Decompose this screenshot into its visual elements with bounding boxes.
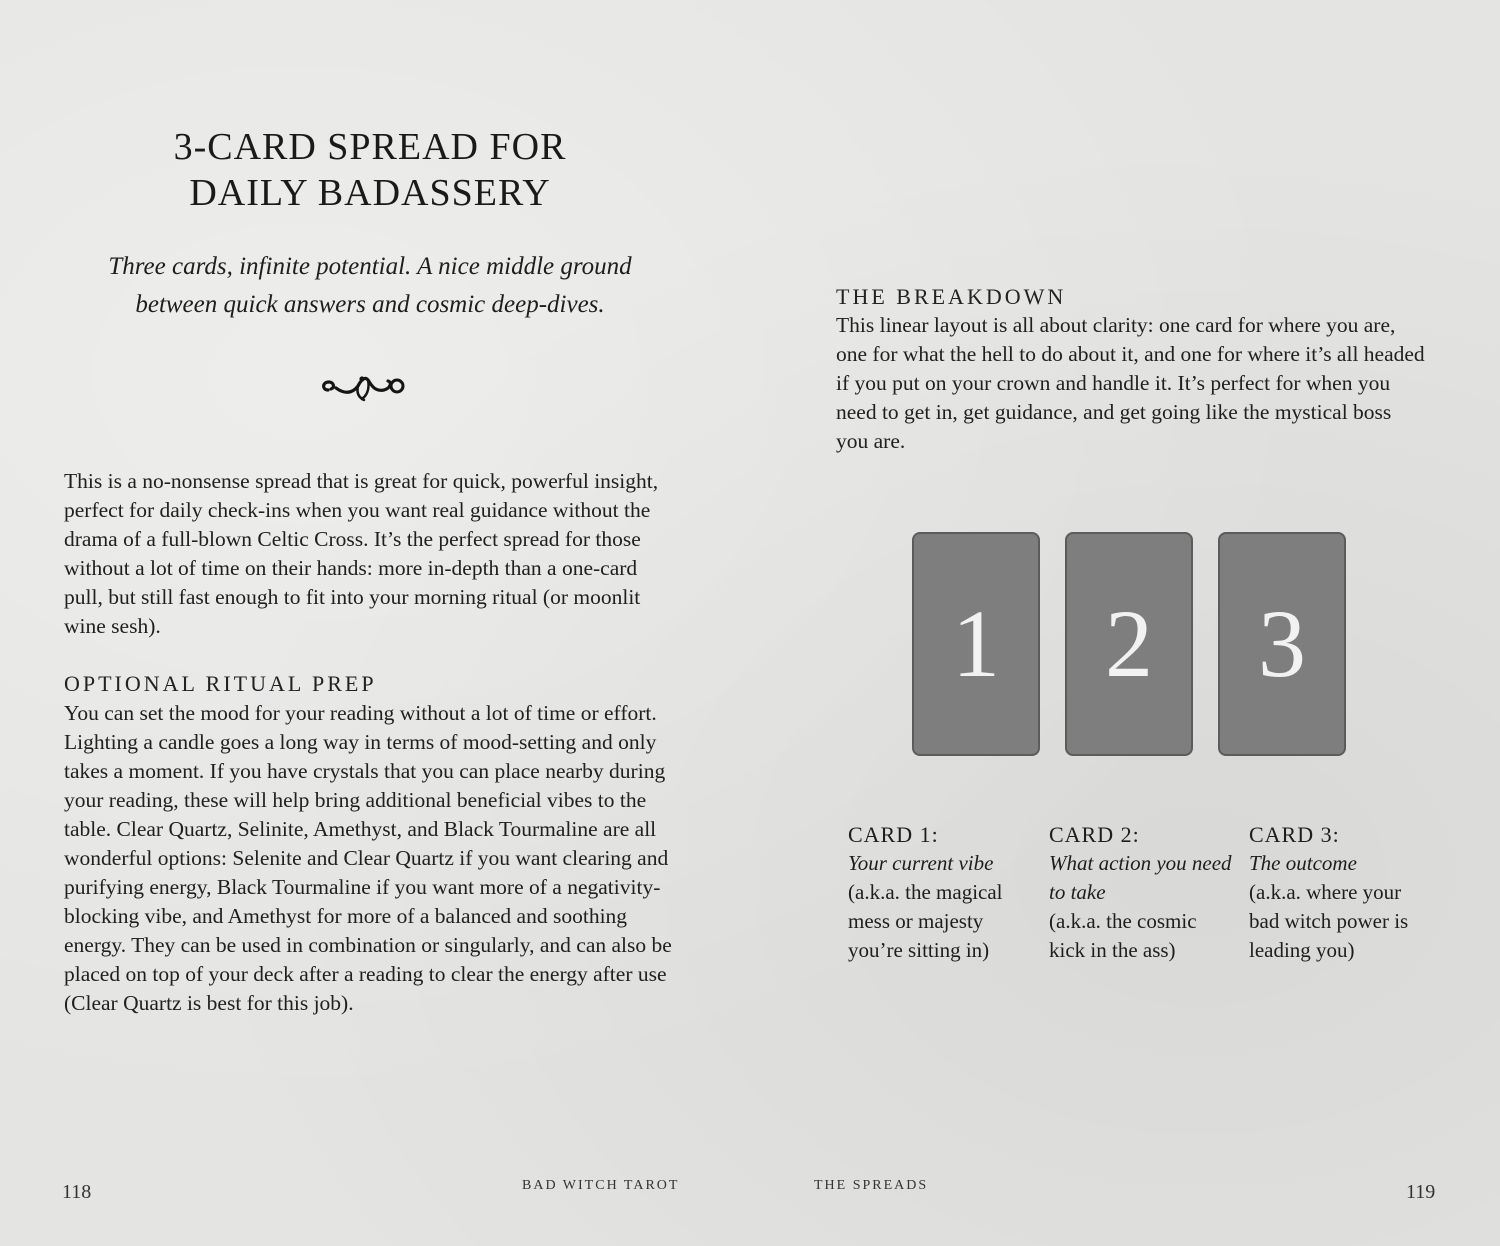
card-2-number: 2 xyxy=(1105,590,1153,697)
breakdown-heading: THE BREAKDOWN xyxy=(836,284,1067,309)
card-1-title: CARD 1: xyxy=(848,822,939,847)
card-3-description: (a.k.a. where your bad witch power is leading you) xyxy=(1249,880,1409,962)
card-1-description: (a.k.a. the magical mess or majesty you’re sitting in) xyxy=(848,880,1003,962)
card-3-title: CARD 3: xyxy=(1249,822,1340,847)
page-title xyxy=(60,124,680,216)
breakdown-paragraph: This linear layout is all about clarity: one card for where you are, one for what the hell to do about it, and one for where it’s all headed if you put on your crown and handle it. It’s perfect for when you need to get in, get guidance, and get going like the mystical boss you are. xyxy=(836,313,1425,453)
card-1-subtitle: Your current vibe xyxy=(848,851,994,875)
right-page xyxy=(750,0,1500,1246)
card-labels xyxy=(848,820,1448,980)
card-2-label xyxy=(1049,820,1234,965)
card-3-number: 3 xyxy=(1258,590,1306,697)
ritual-heading: OPTIONAL RITUAL PREP xyxy=(64,671,377,696)
page-number-left: 118 xyxy=(62,1181,92,1203)
card-1 xyxy=(912,532,1040,756)
title-line-1: 3-CARD SPREAD FOR xyxy=(173,126,567,168)
ritual-paragraph: You can set the mood for your reading without a lot of time or effort. Lighting a candle goes a long way in terms of mood-setting and only takes a moment. If you have crystals that you can place nearby during your reading, these will help bring additional beneficial vibes to the table. Clear Quartz, Selinite, Amethyst, and Black Tourmaline are all wonderful options: Selenite and Clear Quartz if you want clearing and purifying energy, Black Tourmaline if you want more of a negativity-blocking vibe, and Amethyst for more of a balanced and soothing energy. They can be used in combination or singularly, and can also be placed on top of your deck after a reading to clear the energy after use (Clear Quartz is best for this job). xyxy=(64,701,672,1015)
card-3-subtitle: The outcome xyxy=(1249,851,1357,875)
page-number-right: 119 xyxy=(1406,1181,1436,1203)
card-2-subtitle: What action you need to take xyxy=(1049,851,1232,904)
card-2-title: CARD 2: xyxy=(1049,822,1140,847)
title-line-2: DAILY BADASSERY xyxy=(189,172,551,214)
card-3 xyxy=(1218,532,1346,756)
running-head-left: BAD WITCH TAROT xyxy=(522,1178,680,1193)
card-2-description: (a.k.a. the cosmic kick in the ass) xyxy=(1049,909,1197,962)
card-layout-diagram xyxy=(912,532,1352,762)
card-1-label xyxy=(848,820,1033,965)
subtitle xyxy=(60,248,680,324)
intro-paragraph: This is a no-nonsense spread that is great for quick, powerful insight, perfect for daily check-ins when you want real guidance without the drama of a full-blown Celtic Cross. It’s the perfect spread for those without a lot of time on their hands: more in-depth than a one-card pull, but still fast enough to fit into your morning ritual (or moonlit wine sesh). xyxy=(64,469,659,638)
card-1-number: 1 xyxy=(952,590,1000,697)
running-head-right: THE SPREADS xyxy=(814,1178,929,1193)
subtitle-line-2: between quick answers and cosmic deep-dives. xyxy=(135,291,605,318)
subtitle-line-1: Three cards, infinite potential. A nice middle ground xyxy=(108,253,632,280)
flourish-ornament-icon xyxy=(318,370,408,402)
card-3-label xyxy=(1249,820,1434,965)
card-2 xyxy=(1065,532,1193,756)
